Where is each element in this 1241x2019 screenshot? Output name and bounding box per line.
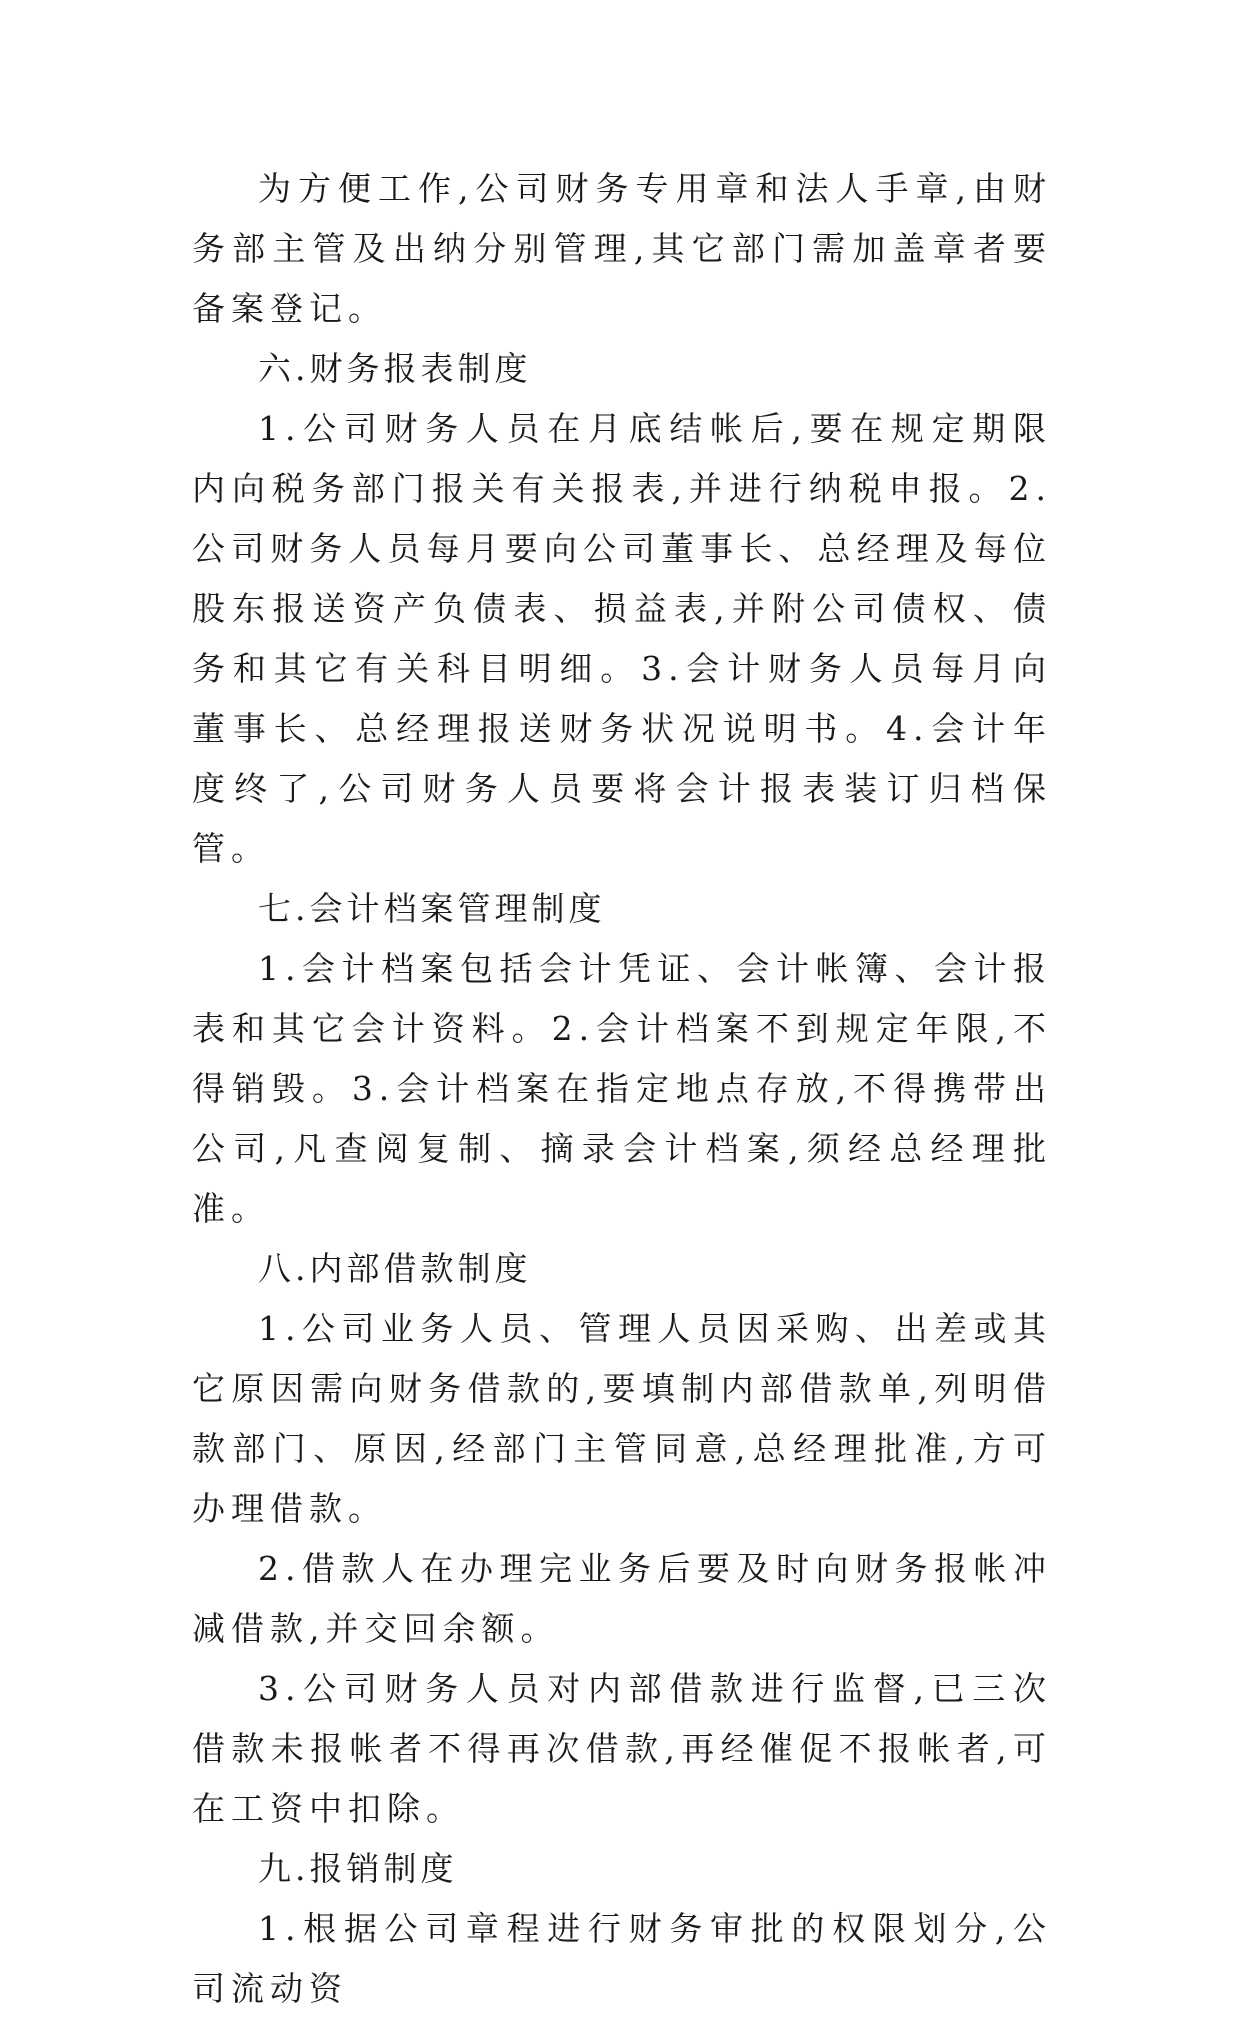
paragraph-internal-loans-3: 3.公司财务人员对内部借款进行监督,已三次借款未报帐者不得再次借款,再经催促不报帐者,可在工资中扣除。 [192,1669,1052,1828]
paragraph-internal-loans-2: 2.借款人在办理完业务后要及时向财务报帐冲减借款,并交回余额。 [192,1549,1052,1648]
heading-accounting-archives: 七.会计档案管理制度 [258,889,606,928]
paragraph-accounting-archives: 1.会计档案包括会计凭证、会计帐簿、会计报表和其它会计资料。2.会计档案不到规定年限,不得销毁。3.会计档案在指定地点存放,不得携带出公司,凡查阅复制、摘录会计档案,须经总经理批准。 [192,949,1052,1228]
heading-reimbursement: 九.报销制度 [258,1849,458,1888]
paragraph-internal-loans-1: 1.公司业务人员、管理人员因采购、出差或其它原因需向财务借款的,要填制内部借款单,列明借款部门、原因,经部门主管同意,总经理批准,方可办理借款。 [192,1309,1052,1528]
heading-internal-loans: 八.内部借款制度 [258,1249,532,1288]
heading-financial-reports: 六.财务报表制度 [258,349,532,388]
document-body [192,159,1052,2019]
paragraph-reimbursement-1: 1.根据公司章程进行财务审批的权限划分,公司流动资 [192,1909,1052,2008]
paragraph-financial-reports: 1.公司财务人员在月底结帐后,要在规定期限内向税务部门报关有关报表,并进行纳税申报。2.公司财务人员每月要向公司董事长、总经理及每位股东报送资产负债表、损益表,并附公司债权、债务和其它有关科目明细。3.会计财务人员每月向董事长、总经理报送财务状况说明书。4.会计年度终了,公司财务人员要将会计报表装订归档保管。 [192,409,1052,868]
paragraph-seal-management: 为方便工作,公司财务专用章和法人手章,由财务部主管及出纳分别管理,其它部门需加盖章者要备案登记。 [192,169,1052,328]
